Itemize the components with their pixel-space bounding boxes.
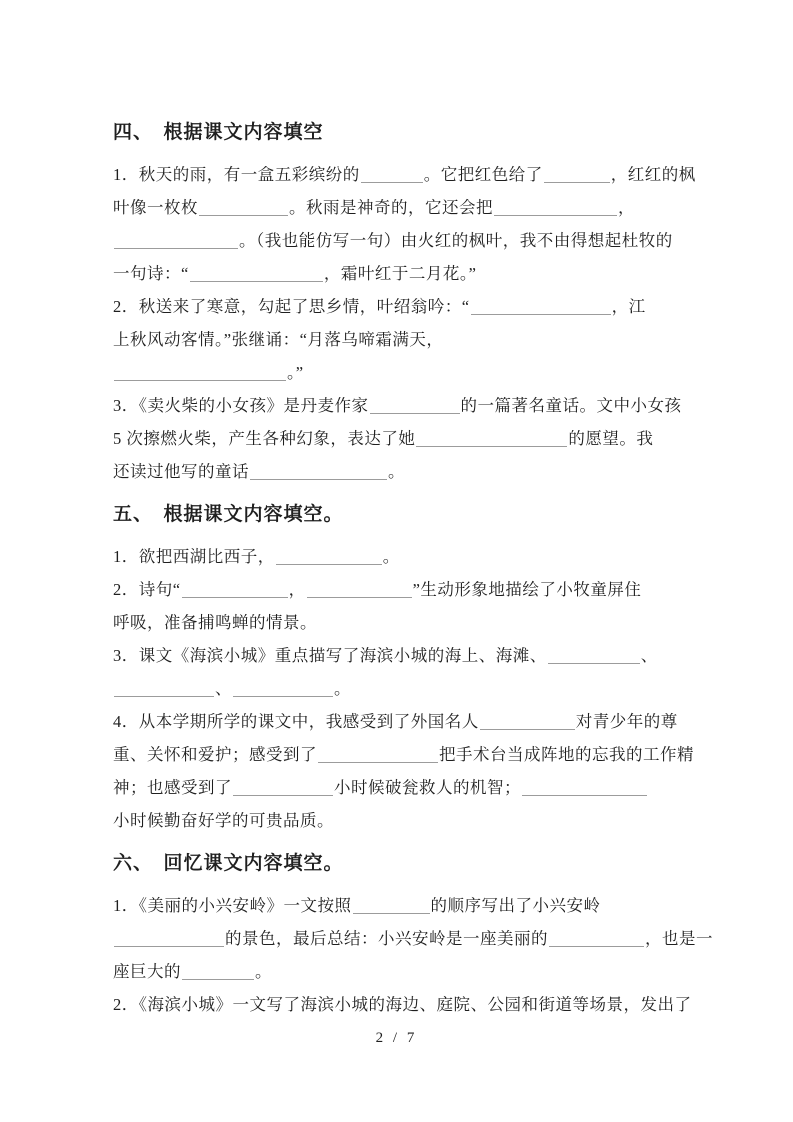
text-run: ，江 <box>611 297 646 316</box>
text-run: 。 <box>334 679 351 698</box>
text-run: 叶像一枚枚 <box>113 198 198 217</box>
fill-in-blank <box>199 201 288 216</box>
text-run: 。 <box>255 962 272 981</box>
text-line <box>113 389 683 422</box>
text-run: 呼吸，准备捕鸣蝉的情景。 <box>113 613 317 632</box>
text-run: 5 次擦燃火柴，产生各种幻象，表达了她 <box>113 429 416 448</box>
page-number: 2 / 7 <box>375 1030 418 1046</box>
text-line <box>113 889 683 922</box>
fill-in-blank <box>522 781 647 796</box>
text-line <box>113 290 683 323</box>
text-line <box>113 422 683 455</box>
text-line <box>113 356 683 389</box>
text-run: 2．诗句“ <box>113 580 181 599</box>
text-run: 1．秋天的雨，有一盒五彩缤纷的 <box>113 165 360 184</box>
text-run: 把手术台当成阵地的忘我的工作精 <box>439 745 694 764</box>
fill-in-blank <box>114 682 214 697</box>
fill-in-blank <box>480 715 575 730</box>
text-line <box>113 540 683 573</box>
text-line <box>113 191 683 224</box>
text-run: 的愿望。我 <box>568 429 654 448</box>
text-run: 座巨大的 <box>113 962 181 981</box>
fill-in-blank <box>549 932 644 947</box>
fill-in-blank <box>190 267 323 282</box>
text-line <box>113 738 694 771</box>
fill-in-blank <box>361 168 423 183</box>
text-run: 、 <box>640 646 658 665</box>
fill-in-blank <box>494 201 617 216</box>
text-run: 2．秋送来了寒意，勾起了思乡情，叶绍翁吟：“ <box>113 297 470 316</box>
text-run: 。（我也能仿写一句）由火红的枫叶，我不由得想起杜牧的 <box>239 231 673 250</box>
fill-in-blank <box>544 168 610 183</box>
text-run: ， <box>288 580 306 599</box>
text-line <box>113 804 683 837</box>
text-run: 小时候勤奋好学的可贵品质。 <box>113 811 334 830</box>
text-run: 3．《卖火柴的小女孩》是丹麦作家 <box>113 396 369 415</box>
section-title: 四、 根据课文内容填空 <box>113 122 324 143</box>
fill-in-blank <box>250 465 387 480</box>
text-line <box>113 606 683 639</box>
fill-in-blank <box>416 432 567 447</box>
text-run: 4．从本学期所学的课文中，我感受到了外国名人 <box>113 712 479 731</box>
text-line <box>113 455 683 488</box>
text-run: 小时候破瓮救人的机智； <box>334 778 521 797</box>
text-run: 。 <box>388 462 405 481</box>
text-run: 神；也感受到了 <box>113 778 232 797</box>
fill-in-blank <box>233 682 333 697</box>
text-run: 2．《海滨小城》一文写了海滨小城的海边、庭院、公园和街道等场景，发出了 <box>113 995 692 1014</box>
text-run: 1．欲把西湖比西子， <box>113 547 275 566</box>
text-run: 的一篇著名童话。文中小女孩 <box>460 396 682 415</box>
text-line <box>113 257 683 290</box>
text-run: ，霜叶红于二月花。” <box>323 264 477 283</box>
text-line <box>113 224 683 257</box>
fill-in-blank <box>353 899 430 914</box>
text-run: 。秋雨是神奇的，它还会把 <box>289 198 493 217</box>
text-run: 1．《美丽的小兴安岭》一文按照 <box>113 896 352 915</box>
text-run: 的景色，最后总结：小兴安岭是一座美丽的 <box>225 929 548 948</box>
fill-in-blank <box>233 781 333 796</box>
text-run: ”生动形象地描绘了小牧童屏住 <box>412 580 642 599</box>
text-run: ，红红的枫 <box>610 165 696 184</box>
section-title: 六、 回忆课文内容填空。 <box>113 853 344 874</box>
section-body <box>113 540 694 837</box>
text-line <box>113 158 696 191</box>
fill-in-blank <box>182 583 288 598</box>
fill-in-blank <box>114 932 224 947</box>
text-run: 的顺序写出了小兴安岭 <box>430 896 601 915</box>
fill-in-blank <box>318 748 438 763</box>
text-run: 上秋风动客情。”张继诵：“月落乌啼霜满天， <box>113 330 444 349</box>
text-run: 重、关怀和爱护；感受到了 <box>113 745 317 764</box>
section-6-recall-fill-in <box>113 851 713 1021</box>
fill-in-blank <box>548 649 640 664</box>
text-run: 。它把红色给了 <box>423 165 543 184</box>
page-content <box>113 120 713 1021</box>
text-run: 还读过他写的童话 <box>113 462 249 481</box>
fill-in-blank <box>182 965 254 980</box>
fill-in-blank <box>276 550 382 565</box>
fill-in-blank <box>370 399 460 414</box>
text-run: 。 <box>382 547 400 566</box>
text-run: 、 <box>215 679 232 698</box>
text-run: ， <box>618 198 635 217</box>
text-line <box>113 955 683 988</box>
text-run: 3．课文《海滨小城》重点描写了海滨小城的海上、海滩、 <box>113 646 547 665</box>
text-line <box>113 922 713 955</box>
fill-in-blank <box>114 366 286 381</box>
text-run: 一句诗：“ <box>113 264 189 283</box>
text-line <box>113 573 683 606</box>
text-run: 对青少年的尊 <box>575 712 678 731</box>
section-4-fill-in-from-text <box>113 120 696 488</box>
text-line <box>113 988 692 1021</box>
text-run: 。” <box>287 363 304 382</box>
section-body <box>113 158 696 488</box>
text-line <box>113 771 683 804</box>
fill-in-blank <box>471 300 611 315</box>
fill-in-blank <box>307 583 412 598</box>
text-line <box>113 672 683 705</box>
section-title: 五、 根据课文内容填空。 <box>113 504 344 525</box>
text-line <box>113 323 683 356</box>
text-run: ，也是一 <box>645 929 713 948</box>
fill-in-blank <box>114 234 238 249</box>
section-5-fill-in-from-text <box>113 502 694 837</box>
text-line <box>113 639 683 672</box>
text-line <box>113 705 683 738</box>
section-body <box>113 889 713 1021</box>
